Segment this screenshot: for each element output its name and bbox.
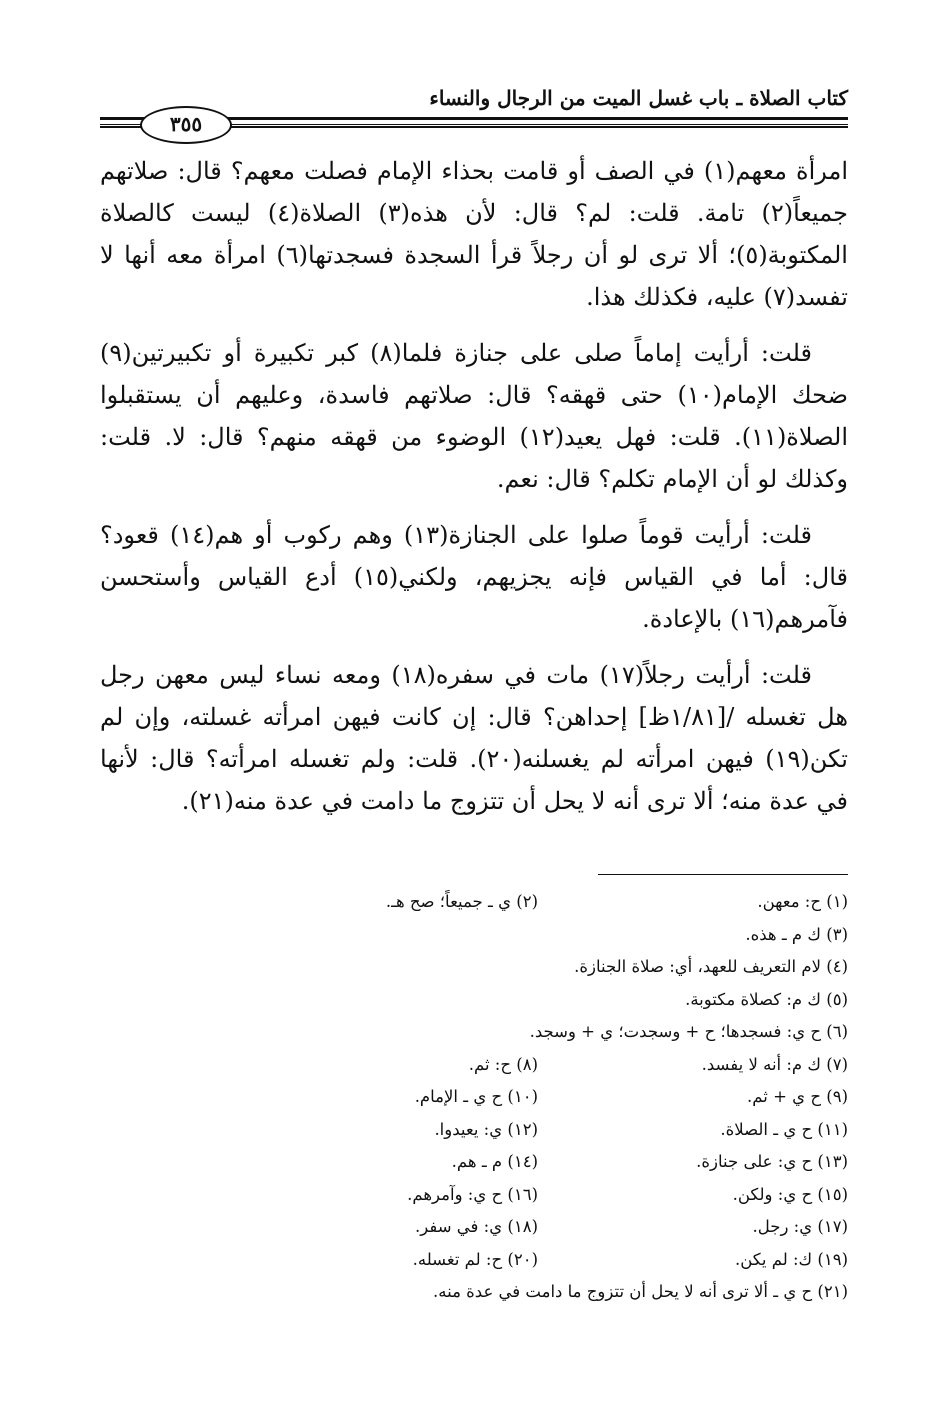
footnote-8: (٨) ح: ثم. [468,1054,538,1074]
footnote-row [100,1211,848,1244]
footnote-10: (١٠) ح ي ـ الإمام. [414,1087,538,1106]
footnote-row [100,1146,848,1179]
footnote-20: (٢٠) ح: لم تغسله. [412,1249,538,1269]
footnote-4: (٤) لام التعريف للعهد، أي: صلاة الجنازة. [574,957,848,976]
footnote-17: (١٧) ي: رجل. [752,1217,848,1236]
footnote-12: (١٢) ي: يعيدوا. [434,1119,538,1139]
footnote-3: (٣) ك م ـ هذه. [745,924,848,944]
footnote-7: (٧) ك م: أنه لا يفسد. [701,1054,848,1074]
footnote-row [100,1114,848,1147]
footnote-row [100,1049,848,1082]
footnote-13: (١٣) ح ي: على جنازة. [696,1152,848,1171]
footnote-18: (١٨) ي: في سفر. [415,1217,538,1236]
footnotes [100,886,848,1309]
footnote-9: (٩) ح ي + ثم. [747,1087,848,1106]
footnote-19: (١٩) ك: لم يكن. [734,1249,848,1269]
footnote-11: (١١) ح ي ـ الصلاة. [720,1119,848,1139]
footnote-row [100,1244,848,1277]
footnote-2: (٢) ي ـ جميعاً؛ صح هـ. [385,892,538,911]
footnote-6: (٦) ح ي: فسجدها؛ ح + وسجدت؛ ي + وسجد. [529,1022,848,1041]
footnote-row [100,1081,848,1114]
footnote-16: (١٦) ح ي: وآمرهم. [407,1184,538,1204]
footnote-14: (١٤) م ـ هم. [451,1152,538,1171]
footnote-21: (٢١) ح ي ـ ألا ترى أنه لا يحل أن تتزوج ما دامت في عدة منه. [433,1282,848,1301]
footnote-15: (١٥) ح ي: ولكن. [732,1184,848,1204]
paragraph-1: امرأة معهم(١) في الصف أو قامت بحذاء الإمام فصلت معهم؟ قال: صلاتهم جميعاً(٢) تامة. قلت: لم؟ قال: لأن هذه(٣) الصلاة(٤) ليست كالصلاة المكتوبة(٥)؛ ألا ترى لو أن رجلاً قرأ السجدة فسجدتها(٦) امرأة معه أنها لا تفسد(٧) عليه، فكذلك هذا. [100,157,849,311]
footnote-1: (١) ح: معهن. [757,892,848,911]
main-text [100,150,848,836]
footnote-row [100,886,848,919]
footnote-5: (٥) ك م: كصلاة مكتوبة. [685,989,848,1009]
running-header: كتاب الصلاة ـ باب غسل الميت من الرجال والنساء [429,86,848,110]
paragraph-4: قلت: أرأيت رجلاً(١٧) مات في سفره(١٨) ومعه نساء ليس معهن رجل هل تغسله /[١/٨١ظ] إحداهن؟ قال: إن كانت فيهن امرأته غسلته، وإن لم تكن(١٩) فيهن امرأته لم يغسلنه(٢٠). قلت: ولم تغسله امرأته؟ قال: لأنها في عدة منه؛ ألا ترى أنه لا يحل أن تتزوج ما دامت في عدة منه(٢١). [100,661,848,815]
paragraph-3: قلت: أرأيت قوماً صلوا على الجنازة(١٣) وهم ركوب أو هم(١٤) قعود؟ قال: أما في القياس فإنه يجزيهم، ولكني(١٥) أدع القياس وأستحسن فآمرهم(١٦) بالإعادة. [100,521,848,633]
paragraph-2: قلت: أرأيت إماماً صلى على جنازة فلما(٨) كبر تكبيرة أو تكبيرتين(٩) ضحك الإمام(١٠) حتى قهقه؟ قال: صلاتهم فاسدة، وعليهم أن يستقبلوا الصلاة(١١). قلت: فهل يعيد(١٢) الوضوء من قهقه منهم؟ قال: لا. قلت: وكذلك لو أن الإمام تكلم؟ قال: نعم. [100,339,848,493]
page-number: ٣٥٥ [140,106,232,144]
footnote-separator [598,874,848,875]
footnote-row [100,1179,848,1212]
